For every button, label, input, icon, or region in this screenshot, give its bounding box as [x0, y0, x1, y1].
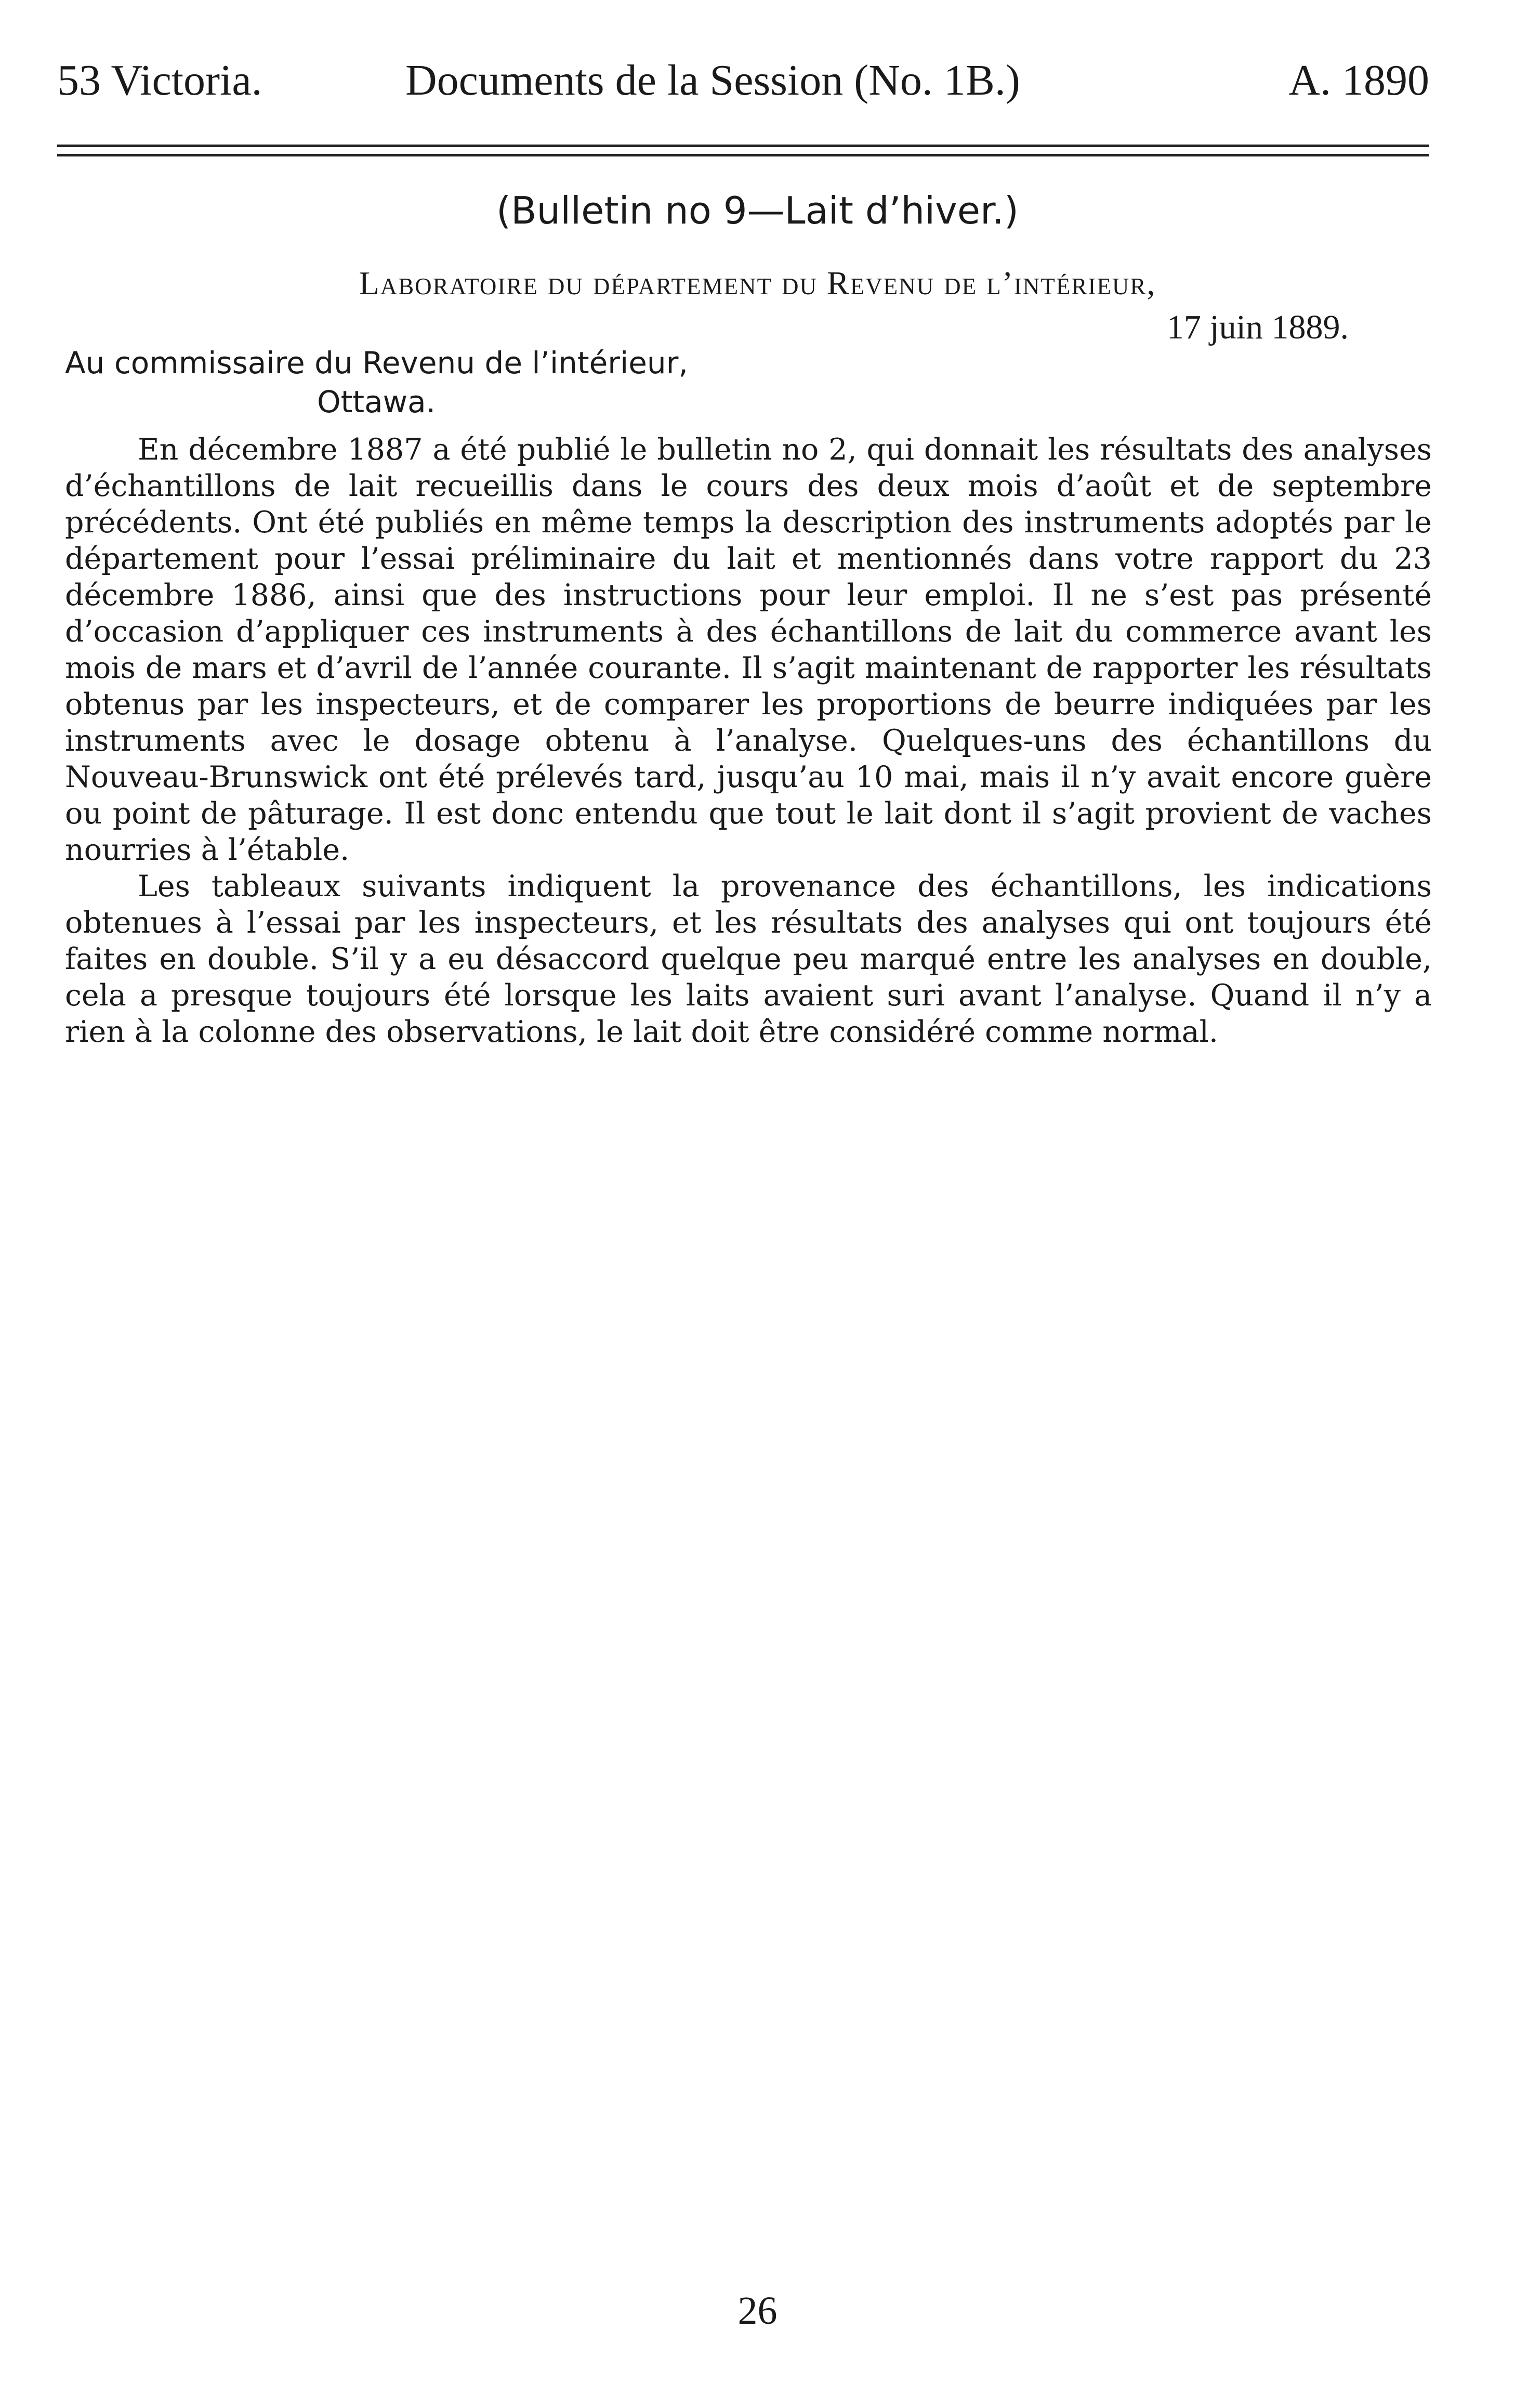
addressee-line: Au commissaire du Revenu de l’intérieur, — [65, 345, 688, 381]
header-center: Documents de la Session (No. 1B.) — [405, 56, 1020, 104]
page-number: 26 — [737, 2289, 778, 2333]
paragraph: En décembre 1887 a été publié le bulletin no 2, qui donnait les résultats des analyses d’échantillons de lait recueillis dans le cours des deux mois d’août et de septembre précédents. Ont été publiés en même temps la description des instruments adoptés par le département pour l’essai préliminaire du lait et mentionnés dans votre rapport du 23 décembre 1886, ainsi que des instructions pour leur emploi. Il ne s’est pas présenté d’occasion d’appliquer ces instruments à des échantillons de lait du commerce avant les mois de mars et d’avril de l’année courante. Il s’agit maintenant de rapporter les résultats obtenus par les inspecteurs, et de comparer les proportions de beurre indiquées par les instruments avec le dosage obtenu à l’analyse. Quelques-uns des échantillons du Nouveau-Brunswick ont été prélevés tard, jusqu’au 10 mai, mais il n’y avait encore guère ou point de pâturage. Il est donc entendu que tout le lait dont il s’agit provient de vaches nourries à l’étable. — [65, 433, 1432, 867]
header-rule-top — [57, 145, 1429, 147]
bulletin-title: (Bulletin no 9—Lait d’hiver.) — [496, 189, 1019, 232]
header-right: A. 1890 — [1288, 56, 1429, 104]
running-header — [57, 52, 1429, 109]
paragraph: Les tableaux suivants indiquent la provenance des échantillons, les indications obtenues à l’essai par les inspecteurs, et les résultats des analyses qui ont toujours été faites en double. S’il y a eu désaccord quelque peu marqué entre les analyses en double, cela a presque toujours été lorsque les laits avaient suri avant l’analyse. Quand il n’y a rien à la colonne des observations, le lait doit être considéré comme normal. — [65, 869, 1432, 1049]
header-rule-bottom — [57, 154, 1429, 156]
letter-date: 17 juin 1889. — [1166, 308, 1349, 346]
letter-body — [65, 431, 1432, 1050]
addressee-city: Ottawa. — [317, 384, 436, 420]
laboratory-heading: Laboratoire du département du Revenu de l’intérieur, — [359, 265, 1156, 302]
header-left: 53 Victoria. — [57, 56, 262, 104]
